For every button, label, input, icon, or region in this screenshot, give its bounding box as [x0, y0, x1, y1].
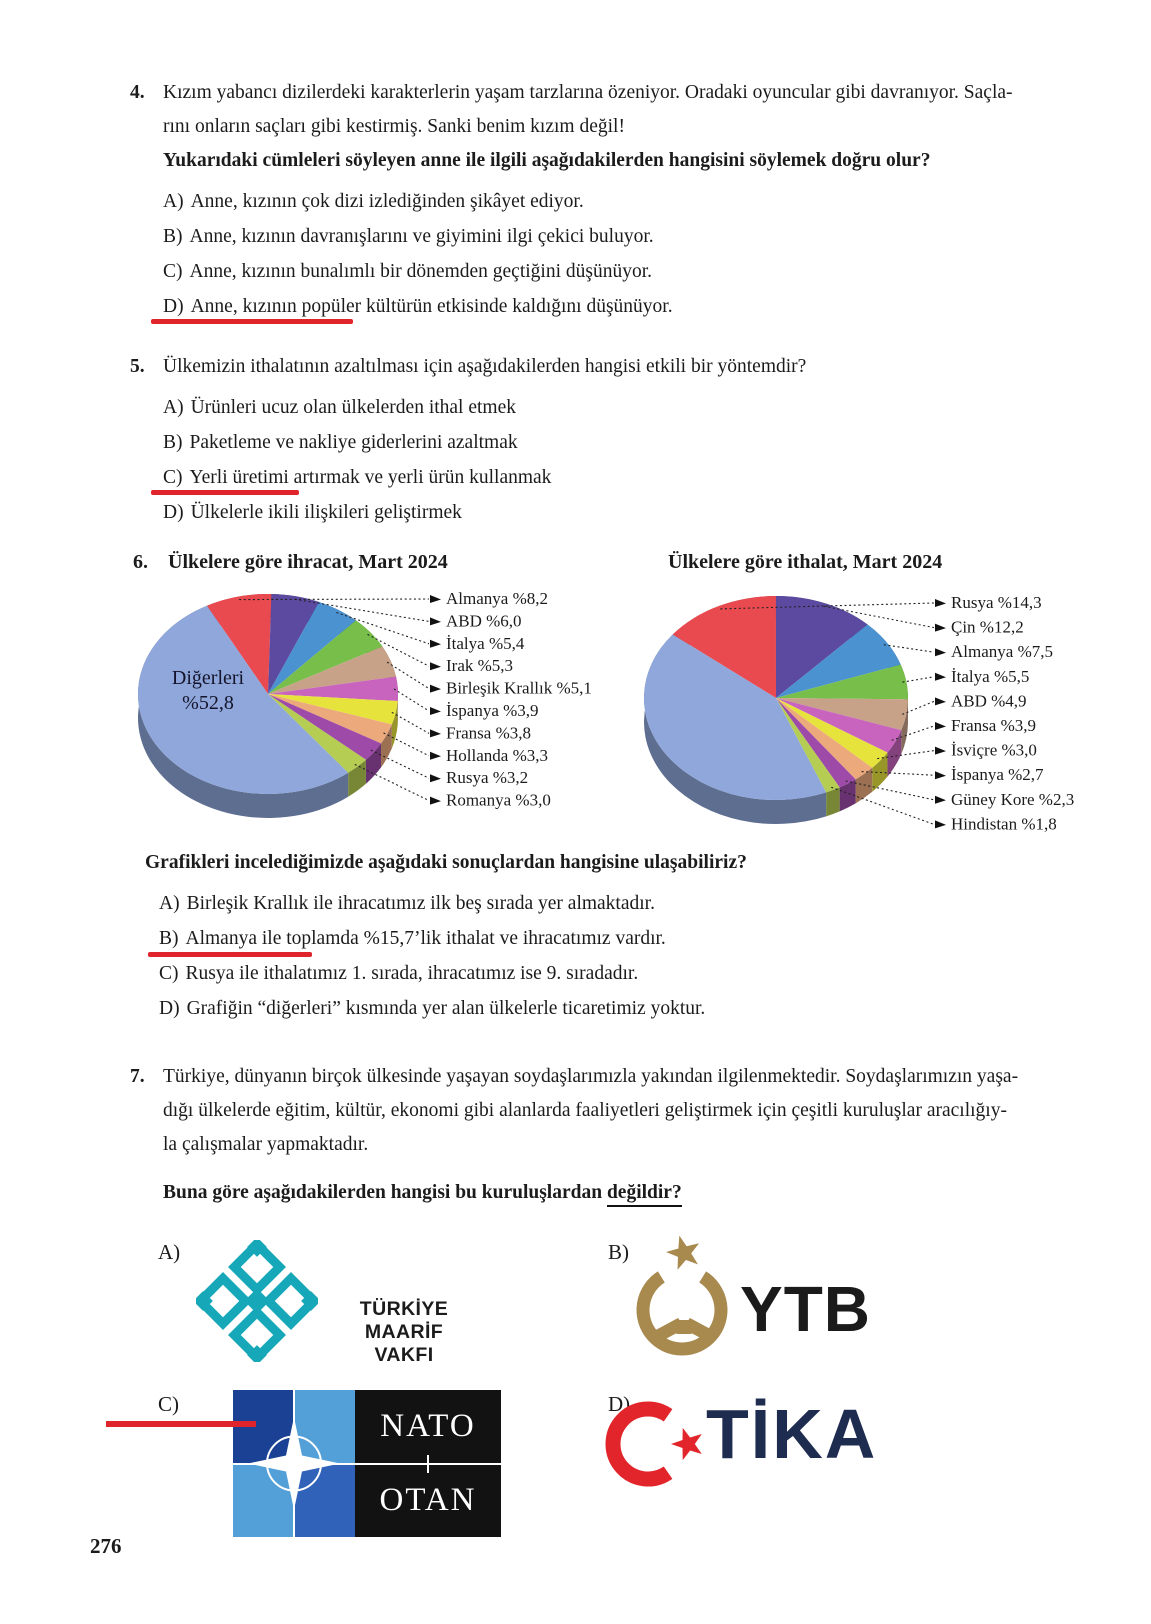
nato-text-panel [355, 1390, 501, 1537]
pie-slice-label: Güney Kore %2,3 [951, 789, 1075, 809]
option-c: C) Yerli üretimi artırmak ve yerli ürün kullanmak [163, 467, 552, 488]
pie-slice-label: İspanya %3,9 [446, 701, 539, 720]
pie-slice-label: Romanya %3,0 [446, 790, 551, 810]
maarif-line2: VAKFI [374, 1344, 434, 1366]
question-7 [130, 1060, 1102, 1210]
import-chart-title: Ülkelere göre ithalat, Mart 2024 [668, 551, 943, 573]
pie-inner-label: Diğerleri [171, 667, 245, 689]
question-4-options [163, 184, 1013, 324]
pie-slice-label: Almanya %8,2 [446, 589, 548, 608]
pie-slice-label: Fransa %3,8 [446, 723, 531, 743]
pie-slice-label: Almanya %7,5 [951, 642, 1053, 662]
pie-slice-label: Irak %5,3 [446, 656, 514, 676]
option-a: A) Anne, kızının çok dizi izlediğinden şikâyet ediyor. [163, 191, 584, 212]
pie-slice-label: İspanya %2,7 [951, 765, 1044, 785]
maarif-logo-text [318, 1298, 490, 1367]
option-b: B) Almanya ile toplamda %15,7’lik ithalat ve ihracatımız vardır. [159, 928, 666, 949]
question-5-number: 5. [130, 356, 145, 377]
question-7-stem: Türkiye, dünyanın birçok ülkesinde yaşayan soydaşlarımızla yakından ilgilenmektedir. Soydaşlarımızın yaşa- dığı ülkelerde eğitim, kültür, ekonomi gibi alanlarda faaliyetleri geliştirmek için çeşitli kuruluşlar aracılığıy- la çalışmalar yapmaktadır. Buna göre aşağıdakilerden hangisi bu kuruluşlardan değildir? [163, 1060, 1018, 1210]
tika-logo-text: TİKA [706, 1395, 878, 1473]
pie-slice-label: Hindistan %1,8 [951, 814, 1057, 834]
option-d: D) Ülkelerle ikili ilişkileri geliştirmek [163, 502, 462, 523]
question-6-prompt: Grafikleri incelediğimizde aşağıdaki sonuçlardan hangisine ulaşabiliriz? [145, 852, 747, 873]
question-7-number: 7. [130, 1066, 145, 1087]
question-5-stem: Ülkemizin ithalatının azaltılması için aşağıdakilerden hangisi etkili bir yöntemdir? A) Ürünleri ucuz olan ülkelerden ithal etmek B) Paketleme ve nakliye giderlerini azaltmak C) Yerli üretimi artırmak ve yerli ürün kullanmak D) Ülkelerle ikili ilişkileri geliştirmek [163, 350, 806, 530]
ytb-logo-text: YTB [740, 1273, 871, 1345]
option-b: B) Paketleme ve nakliye giderlerini azaltmak [163, 432, 518, 453]
pie-slice-label: İtalya %5,4 [446, 633, 525, 653]
ytb-crescent-star-icon [622, 1236, 748, 1368]
page-number: 276 [90, 1534, 122, 1558]
option-a: A) Ürünleri ucuz olan ülkelerden ithal etmek [163, 397, 516, 418]
question-5-options [163, 390, 806, 530]
answer-underline-q4-d [151, 319, 353, 324]
option-d: D) Grafiğin “diğerleri” kısmında yer alan ülkelerle ticaretimiz yoktur. [159, 998, 706, 1019]
option-c: C) Anne, kızının bunalımlı bir dönemden geçtiğini düşünüyor. [163, 261, 653, 282]
pie-slice-label: ABD %4,9 [951, 691, 1027, 711]
question-4-number: 4. [130, 82, 145, 103]
answer-underline-q5-c [151, 490, 299, 495]
maarif-knot-icon [196, 1240, 318, 1362]
question-7-prompt: Buna göre aşağıdakilerden hangisi bu kuruluşlardan değildir? [163, 1176, 1018, 1210]
option-a: A) Birleşik Krallık ile ihracatımız ilk beş sırada yer almaktadır. [159, 893, 655, 914]
question-4-prompt: Yukarıdaki cümleleri söyleyen anne ile ilgili aşağıdakilerden hangisini söylemek doğru olur? [163, 150, 931, 171]
nato-divider-tick [427, 1455, 429, 1473]
nato-flag-field [233, 1390, 355, 1537]
pie-slice-label: İtalya %5,5 [951, 666, 1030, 686]
question-4 [130, 76, 1098, 324]
option-d: D) Anne, kızının popüler kültürün etkisinde kaldığını düşünüyor. [163, 296, 673, 317]
nato-word-bottom: OTAN [379, 1482, 477, 1519]
export-pie-chart [128, 568, 602, 868]
question-6-number: 6. [133, 551, 148, 573]
pie-slice-label: Rusya %3,2 [446, 768, 529, 788]
option-b: B) Anne, kızının davranışlarını ve giyimini ilgi çekici buluyor. [163, 226, 654, 247]
pie-slice-label: İsviçre %3,0 [951, 740, 1037, 760]
choice-d-letter: D) [608, 1392, 631, 1416]
pie-slice-label: Rusya %14,3 [951, 593, 1042, 612]
nato-divider [355, 1463, 501, 1465]
option-c: C) Rusya ile ithalatımız 1. sırada, ihracatımız ise 9. sıradadır. [159, 963, 639, 984]
question-6 [145, 846, 1095, 1026]
question-5 [130, 350, 1098, 530]
answer-pointer-line-q7-c [106, 1421, 256, 1427]
export-chart-title: Ülkelere göre ihracat, Mart 2024 [168, 551, 448, 573]
tika-crescent-star-icon [604, 1392, 716, 1500]
nato-word-top: NATO [380, 1407, 476, 1444]
answer-underline-q6-b [148, 952, 312, 957]
nato-logo [233, 1390, 501, 1537]
question-4-stem: Kızım yabancı dizilerdeki karakterlerin yaşam tarzlarına özeniyor. Oradaki oyuncular gibi davranıyor. Saçla- rını onların saçları gibi kestirmiş. Sanki benim kızım değil! Yukarıdaki cümleleri söyleyen anne ile ilgili aşağıdakilerden hangisini söylemek doğru olur? A) Anne, kızının çok dizi izlediğinden şikâyet ediyor. B) Anne, kızının davranışlarını ve giyimini ilgi çekici buluyor. C) Anne, kızının bunalımlı bir dönemden geçtiğini düşünüyor. D) Anne, kızının popüler kültürün etkisinde kaldığını düşünüyor. [163, 76, 1013, 324]
import-pie-chart [618, 568, 1151, 868]
pie-inner-label: %52,8 [182, 692, 234, 714]
underlined-word: değildir? [607, 1182, 682, 1207]
pie-slice-label: Birleşik Krallık %5,1 [446, 678, 592, 698]
pie-slice-label: Hollanda %3,3 [446, 745, 548, 765]
maarif-line1: TÜRKİYE MAARİF [359, 1298, 449, 1343]
choice-c-letter: C) [158, 1392, 179, 1416]
pie-slice-label: ABD %6,0 [446, 611, 522, 631]
choice-b-letter: B) [608, 1240, 629, 1264]
pie-slice-label: Fransa %3,9 [951, 716, 1036, 735]
choice-a-letter: A) [158, 1240, 181, 1264]
nato-compass-icon [233, 1390, 355, 1537]
pie-slice-label: Çin %12,2 [951, 617, 1024, 637]
